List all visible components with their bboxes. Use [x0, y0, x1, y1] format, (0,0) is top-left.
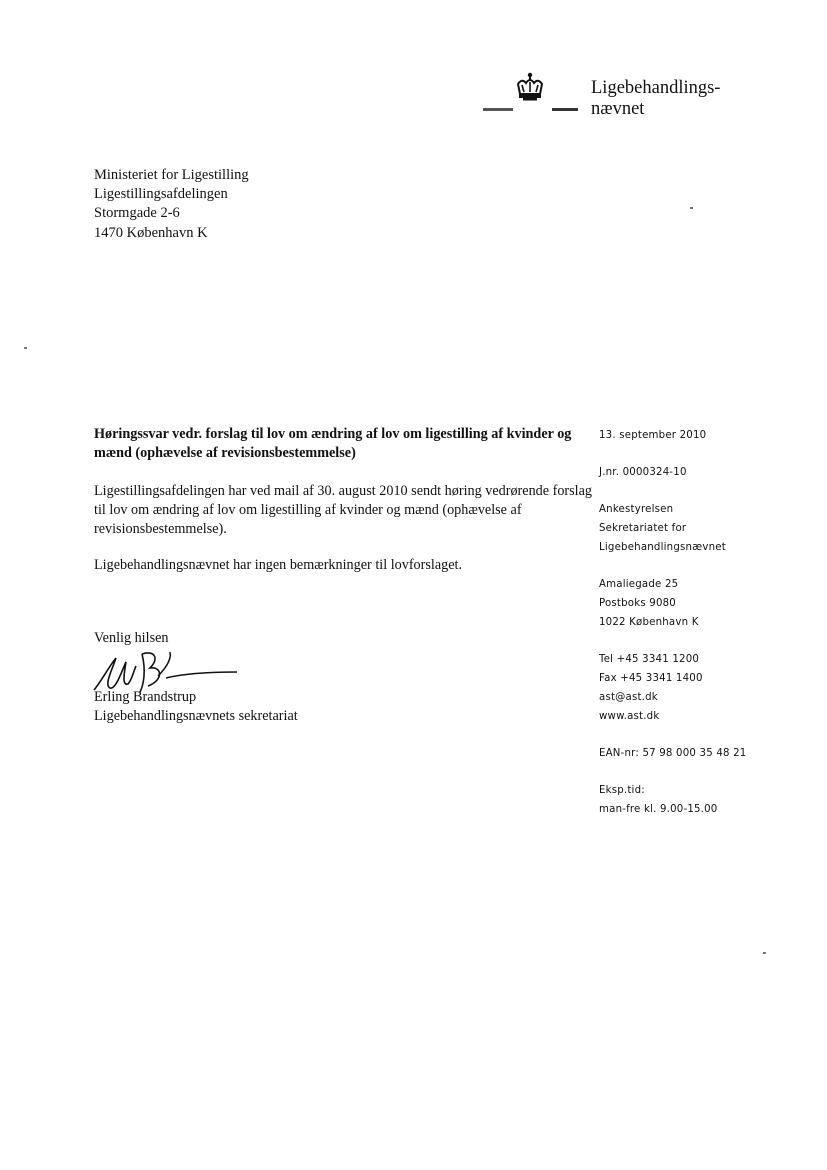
sender-contact: [599, 650, 703, 726]
crown-logo-icon: [514, 72, 546, 102]
sender-email: ast@ast.dk: [599, 692, 658, 703]
sender-city: 1022 København K: [599, 617, 699, 628]
addressee-line: Stormgade 2-6: [94, 205, 180, 222]
organization-name-line2: nævnet: [591, 99, 645, 119]
letter-subject: Høringssvar vedr. forslag til lov om ændring af lov om ligestilling af kvinder og mænd (ophævelse af revisionsbestemmelse): [94, 426, 572, 461]
addressee-line: 1470 København K: [94, 224, 208, 241]
letter-paragraph: Ligebehandlingsnævnet har ingen bemærkninger til lovforslaget.: [94, 557, 463, 573]
sender-agency-line: Ankestyrelsen: [599, 504, 674, 515]
organization-name: [591, 78, 720, 120]
sender-agency: [599, 500, 726, 557]
addressee-block: [94, 166, 249, 243]
organization-name-line1: Ligebehandlings-: [591, 78, 721, 98]
office-hours-label: Eksp.tid:: [599, 785, 645, 796]
signature-block: [94, 688, 298, 726]
letterhead-bar-left: [483, 108, 513, 111]
sender-website: www.ast.dk: [599, 711, 660, 722]
letterhead-bar-right: [552, 108, 578, 111]
letter-date: 13. september 2010: [599, 430, 707, 441]
sender-pobox: Postboks 9080: [599, 598, 676, 609]
sender-agency-line: Ligebehandlingsnævnet: [599, 542, 726, 553]
ean-number: EAN-nr: 57 98 000 35 48 21: [599, 748, 747, 759]
letter-paragraph: Ligestillingsafdelingen har ved mail af 30. august 2010 sendt høring vedrørende forslag til lov om ændring af lov om ligestilling af kvinder og mænd (ophævelse af revisionsbestemmelse).: [94, 483, 593, 537]
scan-speck: [763, 952, 766, 954]
office-hours-value: man-fre kl. 9.00-15.00: [599, 804, 718, 815]
greeting: Venlig hilsen: [94, 630, 169, 646]
sender-fax: Fax +45 3341 1400: [599, 673, 703, 684]
sender-street: Amaliegade 25: [599, 579, 679, 590]
scan-speck: [24, 347, 27, 349]
signer-name: Erling Brandstrup: [94, 689, 197, 705]
journal-number: J.nr. 0000324-10: [599, 467, 687, 478]
scan-speck: [690, 207, 693, 209]
office-hours: [599, 781, 718, 819]
sender-address: [599, 575, 699, 632]
sender-agency-line: Sekretariatet for: [599, 523, 687, 534]
addressee-line: Ministeriet for Ligestilling: [94, 167, 249, 183]
signer-title: Ligebehandlingsnævnets sekretariat: [94, 708, 298, 724]
sender-phone: Tel +45 3341 1200: [599, 654, 700, 665]
addressee-line: Ligestillingsafdelingen: [94, 186, 228, 203]
